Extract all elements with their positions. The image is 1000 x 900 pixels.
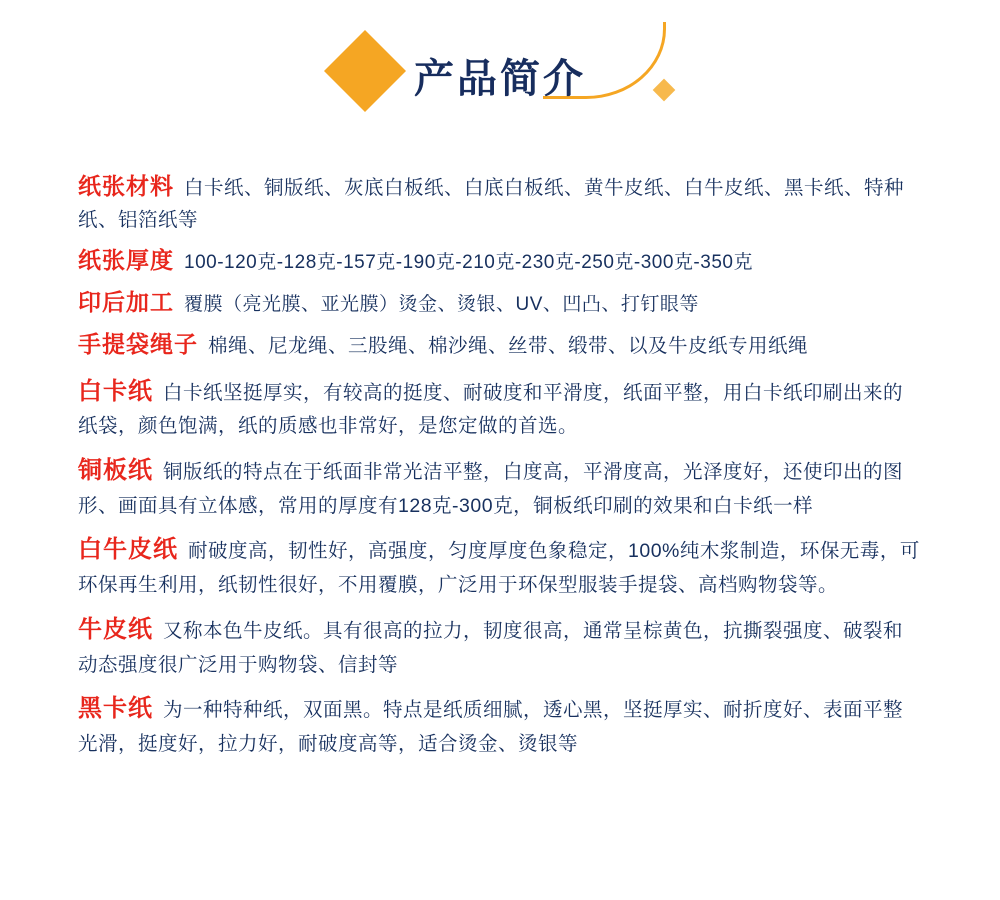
spec-value-material: 白卡纸、铜版纸、灰底白板纸、白底白板纸、黄牛皮纸、白牛皮纸、黑卡纸、特种纸、铝箔纸等 [78,177,905,232]
spec-row-white-kraft-paper [78,531,922,601]
spec-row-material [78,168,922,237]
header-decoration-group [320,20,680,130]
spec-value-postprocessing: 覆膜（亮光膜、亚光膜）烫金、烫银、UV、凹凸、打钉眼等 [184,294,699,316]
diamond-icon [324,30,406,112]
spec-label-coated-paper: 铜板纸 [78,457,153,485]
spec-row-thickness [78,242,922,279]
spec-value-handle-rope: 棉绳、尼龙绳、三股绳、棉沙绳、丝带、缎带、以及牛皮纸专用纸绳 [208,335,809,358]
spec-value-coated-paper: 铜版纸的特点在于纸面非常光洁平整，白度高，平滑度高，光泽度好，还使印出的图形、画面具有立体感，常用的厚度有128克-300克，铜板纸印刷的效果和白卡纸一样 [78,461,904,517]
spec-label-handle-rope: 手提袋绳子 [78,331,198,358]
spec-row-handle-rope [78,326,922,363]
spec-value-thickness: 100-120克-128克-157克-190克-210克-230克-250克-300克-350克 [184,251,753,273]
spec-label-kraft-paper: 牛皮纸 [78,615,153,643]
spec-row-white-card-paper [78,373,922,443]
small-diamond-icon [653,79,676,102]
page-header [0,0,1000,150]
spec-row-postprocessing [78,284,922,321]
spec-row-coated-paper [78,452,922,522]
product-intro-list [0,150,1000,761]
spec-value-black-card-paper: 为一种特种纸，双面黑。特点是纸质细腻，透心黑，坚挺厚实、耐折度好、表面平整光滑，挺度好，拉力好，耐破度高等，适合烫金、烫银等 [78,699,904,756]
spec-label-thickness: 纸张厚度 [78,246,174,273]
spec-value-white-kraft-paper: 耐破度高，韧性好，高强度，匀度厚度色象稳定，100%纯木浆制造，环保无毒，可环保再生利用，纸韧性很好，不用覆膜，广泛用于环保型服装手提袋、高档购物袋等。 [78,540,920,597]
spec-label-postprocessing: 印后加工 [78,289,174,316]
spec-row-black-card-paper [78,690,922,760]
spec-value-white-card-paper: 白卡纸坚挺厚实，有较高的挺度、耐破度和平滑度，纸面平整，用白卡纸印刷出来的 纸袋，颜色饱满，纸的质感也非常好，是您定做的首选。 [78,381,924,438]
spec-label-black-card-paper: 黑卡纸 [78,695,153,723]
spec-value-kraft-paper: 又称本色牛皮纸。具有很高的拉力，韧度很高，通常呈棕黄色，抗撕裂强度、破裂和动态强度很广泛用于购物袋、信封等 [78,619,904,676]
spec-label-white-kraft-paper: 白牛皮纸 [78,536,178,564]
spec-label-white-card-paper: 白卡纸 [78,377,153,405]
spec-row-kraft-paper [78,611,922,681]
spec-label-material: 纸张材料 [78,173,174,199]
page-title: 产品简介 [414,56,586,101]
